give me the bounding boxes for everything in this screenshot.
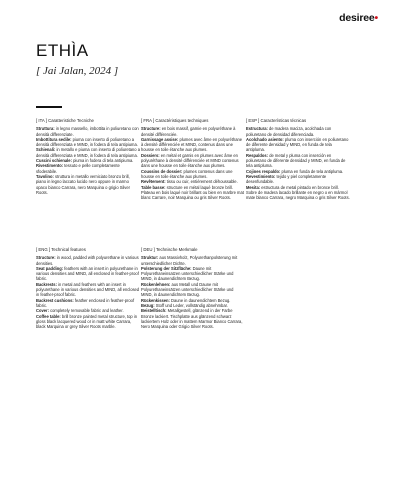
spec-text: piuma con inserto di poliuretano a densità differenziata e MIND, in fodera di tela antipiuma. <box>36 136 138 148</box>
section-title: Caractéristiques techniques <box>155 118 209 123</box>
spec-label: Cojines respaldo: <box>246 168 281 174</box>
spec-paragraph <box>141 153 245 169</box>
spec-paragraph <box>36 282 140 298</box>
spec-paragraph <box>36 174 140 195</box>
spec-paragraph <box>141 169 245 180</box>
spec-text: en bois massif, garnie en polyuréthane à densité différenciée. <box>141 126 236 137</box>
section-code: [ ITA ] <box>36 118 47 123</box>
brand-logo <box>339 12 378 24</box>
spec-paragraph <box>246 185 350 201</box>
spec-text: piuma in fodera di tela antipiuma. <box>71 158 134 164</box>
spec-text: plumes avec âme en polyuréthane à densité différenciée et MIND, contenus dans une housse en toile étanche aux plumes. <box>141 136 243 153</box>
spec-label: Structure: <box>36 255 56 261</box>
spec-label: Mesita: <box>246 184 261 190</box>
spec-text: in metallo e piuma con inserto di poliuretano a densità differenziata e MIND, in fodera di tela antipiuma. <box>36 147 140 158</box>
spec-label: Tavolino: <box>36 173 54 179</box>
spec-paragraph <box>246 137 350 153</box>
spec-text: de madera maciza, acolchada con poliuretano de densidad diferenciada. <box>246 126 332 137</box>
spec-label: Seat padding: <box>36 265 64 271</box>
spec-text: aus Metall und Daune mit Polyurethaneinsätzen unterschiedlicher Stärke und MIND, in daunendichtem Bezug. <box>141 281 234 298</box>
spec-label: Struktur: <box>141 255 159 261</box>
spec-label: Beistelltisch: <box>141 308 167 314</box>
section-heading <box>141 247 245 252</box>
spec-text: struttura in metallo verniciato bronzo brill, piano in legno laccato lucido nero oppure in marmo opaco bianco Carrara, nero Marquina o grigio Silver Roots. <box>36 173 130 195</box>
spec-text: in legno massello, imbottita in poliuretano con densità differenziate. <box>36 126 139 137</box>
brand-mark: • <box>374 12 378 24</box>
spec-text: in metal and feathers with an insert in polyurethane in various densities and MIND, all enclosed in feather-proof fabric. <box>36 281 140 298</box>
spec-text: structure en métal laqué bronze brill. Plateau en bois laqué noir brillant ou bien en marbre mat blanc Carrare, noir Marquina ou gris Silver Roots. <box>141 184 244 201</box>
spec-text: aus Massivholz, Polyurethanpolsterung mit unterschiedlicher Dichte. <box>141 255 238 266</box>
brand-name: desiree <box>339 12 375 24</box>
spec-label: Backrest cushions: <box>36 297 74 303</box>
spec-label: Coussins de dossier: <box>141 168 183 174</box>
spec-text: en métal et garnis en plumes avec âme en polyuréthane à densité différenciée et MIND contenus dans une housse en toile étanche aux plumes. <box>141 152 239 169</box>
spec-text: Metallgestell, glänzend in der Farbe Bronze lackiert. Tischplatte aus glänzend schwarz lackiertem Holz oder in mattem Marmor Bianco Carrara, Nero Marquina oder Grigio Silver Roots. <box>141 308 243 330</box>
spec-paragraph <box>141 308 245 329</box>
spec-text: pluma en funda de tela antipluma. <box>280 168 344 174</box>
spec-label: Acolchado asiento: <box>246 136 284 142</box>
spec-label: Rivestimento: <box>36 163 64 169</box>
spec-paragraph <box>141 255 245 266</box>
spec-label: Estructura: <box>246 126 268 132</box>
spec-label: Imbottitura sedile: <box>36 136 72 142</box>
section-code: [ ENG ] <box>36 247 51 252</box>
spec-text: pluma con inserción en poliuretano de diferente densidad y MIND, en funda de tela antipluma. <box>246 136 349 153</box>
section-body <box>246 126 350 200</box>
spec-paragraph <box>36 298 140 309</box>
section-esp <box>246 118 350 200</box>
spec-label: Table basse: <box>141 184 166 190</box>
spec-label: Cover: <box>36 308 49 314</box>
spec-paragraph <box>141 137 245 153</box>
section-body <box>141 255 245 329</box>
spec-text: tissu ou cuir, entièrement déhoussable. <box>165 179 238 185</box>
spec-paragraph <box>36 163 140 174</box>
section-body <box>36 255 140 329</box>
spec-label: Garnissage assise: <box>141 136 179 142</box>
section-heading <box>246 118 350 123</box>
section-code: [ FRA ] <box>141 118 155 123</box>
spec-text: feather enclosed in feather-proof fabric. <box>36 297 135 308</box>
section-heading <box>36 118 140 123</box>
title-divider <box>36 106 62 108</box>
spec-paragraph <box>141 282 245 298</box>
section-body <box>36 126 140 195</box>
spec-text: de metal y pluma con inserción en poliuretano de diferente densidad y MIND, en funda de tela antipluma. <box>246 152 346 169</box>
spec-label: Coffee table: <box>36 313 61 319</box>
section-deu <box>141 247 245 329</box>
section-ita <box>36 118 140 195</box>
spec-text: in wood, padded with polyurethane in various densities. <box>36 255 139 266</box>
spec-text: Daune mit Polyurethaneinsatzen unterschiedlicher Stärke und MIND, in daunendichtem Bezug. <box>141 265 234 282</box>
section-title: Caratteristiche Tecniche <box>48 118 94 123</box>
spec-paragraph <box>246 126 350 137</box>
section-eng <box>36 247 140 329</box>
spec-label: Respaldos: <box>246 152 269 158</box>
section-title: Technical features <box>51 247 86 252</box>
spec-label: Structure: <box>141 126 161 132</box>
spec-paragraph <box>36 314 140 330</box>
spec-label: Cuscini schienale: <box>36 158 72 164</box>
section-fra <box>141 118 245 200</box>
spec-label: Schienali: <box>36 147 56 153</box>
spec-paragraph <box>141 266 245 282</box>
spec-label: Backrests: <box>36 281 57 287</box>
spec-label: Revestimiento: <box>246 173 276 179</box>
spec-label: Rückenkissen: <box>141 297 170 303</box>
page-subtitle: [ Jai Jalan, 2024 ] <box>36 65 119 77</box>
spec-text: feathers with an insert in polyurethane in various densities and MIND, all enclosed in feather-proof fabric. <box>36 265 139 282</box>
spec-paragraph <box>36 147 140 158</box>
spec-paragraph <box>141 126 245 137</box>
spec-label: Revêtement: <box>141 179 166 185</box>
section-heading <box>141 118 245 123</box>
page-title: ETHÌA <box>36 41 89 60</box>
spec-paragraph <box>36 255 140 266</box>
spec-paragraph <box>246 153 350 169</box>
spec-text: Stoff und Leder, vollständig abnehmbar. <box>154 302 228 308</box>
spec-label: Polsterung der Sitzfläche: <box>141 265 192 271</box>
spec-text: estructura de metal pintado en bronce brill. Sobre de madera lacado brillante en negro o en mármol mate blanco Carrara, negro Marquina o gris Silver Roots. <box>246 184 350 201</box>
section-title: Technische Merkmale <box>155 247 198 252</box>
spec-paragraph <box>36 266 140 282</box>
spec-label: Rückenlehnen: <box>141 281 171 287</box>
spec-paragraph <box>36 126 140 137</box>
spec-label: Struttura: <box>36 126 55 132</box>
spec-text: brill bronze painted metal structure, top in gloss black lacquered wood or in matt white Carrara, black Marquina or grey Silver Roots marble. <box>36 313 138 330</box>
spec-label: Bezug: <box>141 302 155 308</box>
spec-text: Daune in daunendichtem Bezug. <box>169 297 231 303</box>
spec-text: completely removable fabric and leather. <box>48 308 124 314</box>
spec-paragraph <box>246 174 350 185</box>
section-title: Características técnicas <box>260 118 307 123</box>
spec-text: tejido y piel completamente desenfundable. <box>246 173 327 185</box>
spec-text: tessuto e pelle completamente sfoderabile. <box>36 163 120 174</box>
spec-text: plumes contenus dans une housse en toile étanche aux plumes. <box>141 168 233 179</box>
section-code: [ DEU ] <box>141 247 155 252</box>
section-heading <box>36 247 140 252</box>
spec-paragraph <box>36 137 140 148</box>
section-code: [ ESP ] <box>246 118 260 123</box>
section-body <box>141 126 245 200</box>
spec-label: Dossiers: <box>141 152 160 158</box>
spec-paragraph <box>141 185 245 201</box>
